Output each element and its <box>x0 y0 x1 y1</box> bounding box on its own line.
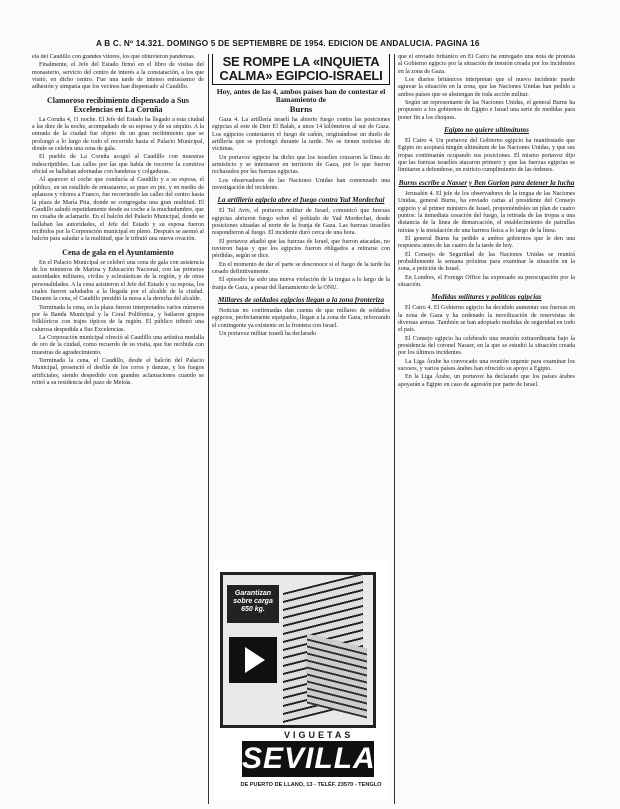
paragraph: Los diarios británicos interpretan que el nuevo incidente puede agravar la situación en la zona, que las Naciones Unidas han pedido a ambos países que se abstengan de toda acción militar. <box>398 77 575 98</box>
subheading: Burns escribe a Nasser y Ben Gurion para detener la lucha <box>398 178 575 187</box>
paragraph: En Londres, el Foreign Office ha expresado su preocupación por la situación. <box>398 274 575 288</box>
paragraph: Al aparecer el coche que conducía al Caudillo y a su esposa, el público, en un estallido de entusiasmo, se puso en pie, y en medio de aplausos y vítores a Franco, fue recorriendo las calles del centro hasta la plaza de María Pita, donde se congregaba una gran multitud. El Caudillo saludó repetidamente desde su coche a la muchedumbre, que no cesaba de aclamarle. En el balcón del Palacio Municipal, donde se hallaban las autoridades, el Jefe del Estado y su esposa fueron recibidos por la Corporación municipal en pleno. Después se asomó al balcón para saludar a la multitud, que le tributó una nueva ovación. <box>32 177 204 243</box>
subheading: La artillería egipcia abre el fuego contra Yad Mordechai <box>217 196 385 205</box>
ad-address: DE PUERTO DE LLANO, 13 - TELÉF. 23570 - TENGLO <box>240 782 382 788</box>
paragraph: Terminada la cena, en la plaza fueron interpretados varios números por la Banda Municipal y la Coral Polifónica, y bailaron grupos folklóricos con trajes típicos de la región. El público tributó una calurosa despedida a Sus Excelencias. <box>32 304 204 333</box>
subheading: Medidas militares y políticas egipcias <box>431 293 542 302</box>
deck-line: Burns <box>289 103 313 114</box>
paragraph: La Corporación municipal ofreció al Caudillo una artística medalla de oro de la ciudad, como recuerdo de su visita, que fue recibida con muestras de agradecimiento. <box>32 335 204 356</box>
paragraph: El episodio ha sido una nueva violación de la tregua a lo largo de la franja de Gaza, a pesar del llamamiento de la ONU. <box>212 277 390 291</box>
column-right <box>398 54 575 806</box>
paragraph: El Tel Aviv, el portavoz militar de Israel, comunicó que fuerzas egipcias abrieron fuego sobre el poblado de Yad Mordechai, desde posiciones situadas al norte de la franja de Gaza. Las fuerzas israelíes respondieron al fuego. El incidente duró cerca de una hora. <box>212 208 390 237</box>
paragraph: que el enviado británico en El Cairo ha entregado una nota de protesta al Gobierno egipcio por la situación de tensión creada por los incidentes en la zona de Gaza. <box>398 54 575 75</box>
paragraph: En la Liga Árabe, un portavoz ha declarado que los países árabes apoyarán a Egipto en caso de agresión por parte de Israel. <box>398 374 575 388</box>
column-left <box>32 54 204 806</box>
subheading: Clamoroso recibimiento dispensado a Sus Excelencias en La Coruña <box>47 95 189 114</box>
triangle-icon <box>229 637 277 683</box>
paragraph: Terminada la cena, el Caudillo, desde el balcón del Palacio Municipal, presenció el desfile de los coros y danzas, y los fuegos artificiales, siendo despedido con grandes aclamaciones cuando se retiró a su residencia del pazo de Meirás. <box>32 358 204 387</box>
subheading: Cena de gala en el Ayuntamiento <box>62 247 174 257</box>
paragraph: Jerusalén 4. El jefe de los observadores de la tregua de las Naciones Unidas, general Burns, ha enviado cartas al presidente del Consejo egipcio y al primer ministro de Israel, proponiéndoles un plan de cuatro puntos: la inmediata cesación del fuego, la retirada de las tropas a una distancia de la línea de demarcación, el establecimiento de patrullas mixtas y la instalación de una barrera física a lo largo de la línea. <box>398 190 575 234</box>
paragraph: La Liga Árabe ha convocado una reunión urgente para examinar los sucesos, y varios países árabes han ofrecido su apoyo a Egipto. <box>398 358 575 373</box>
paragraph: La Coruña 4, 11 noche. El Jefe del Estado ha llegado a esta ciudad a las diez de la noche, acompañado de su esposa y de su séquito. A la entrada de la ciudad fue objeto de un gran recibimiento que se prolongó a lo largo de todo el recorrido hasta el Palacio Municipal, donde se celebra una cena de gala. <box>32 116 204 153</box>
ad-illustration <box>220 572 376 728</box>
paragraph: Los observadores de las Naciones Unidas han comenzado una investigación del incidente. <box>212 177 390 191</box>
paragraph: El Cairo 4. Un portavoz del Gobierno egipcio ha manifestado que Egipto no aceptará ningún ultimátum de las Naciones Unidas, y que sus tropas continuarán ocupando sus posiciones. El mismo portavoz dijo que las fuerzas israelíes atacaron primero y que las fuerzas egipcias se limitaron a defenderse, en estricto cumplimiento de las órdenes. <box>398 138 575 174</box>
deck <box>212 88 390 114</box>
paragraph: Noticias no confirmadas dan cuenta de que millares de soldados egipcios, perfectamente equipados, llegan a la zona de Gaza, reforzando el contingente ya existente en la frontera con Israel. <box>212 308 390 329</box>
deck-line: Hoy, antes de las 4, ambos países han de contestar el llamamiento de <box>216 87 386 105</box>
column-rule <box>394 54 395 804</box>
paragraph: El Consejo egipcio ha celebrado una reunión extraordinaria bajo la presidencia del coronel Nasser, en la que se estudió la situación creada por los últimos incidentes. <box>398 335 575 357</box>
paragraph: En el momento de dar el parte se desconoce si el fuego de la tarde ha cesado definitivamente. <box>212 261 390 276</box>
building-graphic <box>307 634 367 719</box>
paragraph: Gaza 4. La artillería israelí ha abierto fuego contra las posiciones egipcias al este de Deir El Balah, a unos 14 kilómetros al sur de Gaza. Los egipcios contestaron el fuego de cañón, originándose un duelo de artillería que se prolongó durante la tarde. No se tienen noticias de víctimas. <box>212 116 390 153</box>
headline: SE ROMPE LA «INQUIETA CALMA» EGIPCIO-ISRAELI <box>212 54 390 85</box>
column-rule <box>208 54 209 804</box>
paragraph: Según un representante de las Naciones Unidas, el general Burns ha propuesto a los gobiernos de Egipto e Israel una serie de medidas para poner fin a los choques. <box>398 100 575 121</box>
paragraph: Un portavoz egipcio ha dicho que los israelíes cruzaron la línea de armisticio y se internaron en territorio de Gaza, por lo que fueron rechazados por las fuerzas egipcias. <box>212 154 390 176</box>
subheading: Egipto no quiere ultimátums <box>444 126 529 135</box>
subheading: Millares de soldados egipcios llegan a la zona fronteriza <box>217 296 385 305</box>
ad-brand: SEVILLA <box>242 742 376 775</box>
paragraph: Finalmente, el Jefe del Estado firmó en el libro de visitas del monasterio, servicio del centro de interés a la constatación, a los que visitó, en dicho centro. Fue una tarde de intenso entusiasmo de adhesión y simpatía que los vecinos han dispensado al Caudillo. <box>32 62 204 91</box>
paragraph: En el Palacio Municipal se celebró una cena de gala con asistencia de los ministros de Marina y Educación Nacional, con las primeras autoridades militares, civiles y eclesiásticas de la región, y de otras personalidades. A la cena asistieron el Jefe del Estado y su esposa, los cuales fueron saludados a la llegada por el alcalde de la ciudad. Durante la cena, el Caudillo presidió la mesa a la derecha del alcalde. <box>32 259 204 303</box>
paragraph: El Consejo de Seguridad de las Naciones Unidas se reunirá probablemente la semana próxima para examinar la situación en la zona, a petición de Israel. <box>398 251 575 273</box>
ad-badge: Garantizan sobre carga 650 kg. <box>227 585 279 623</box>
paragraph: El general Burns ha pedido a ambos gobiernos que le den una respuesta antes de las cuatro de la tarde de hoy. <box>398 235 575 250</box>
paragraph: El Cairo 4. El Gobierno egipcio ha decidido aumentar sus fuerzas en la zona de Gaza y ha ordenado la movilización de reservistas de diversas armas. También se han adoptado medidas de seguridad en todo el país. <box>398 305 575 334</box>
paragraph: El pueblo de La Coruña acogió al Caudillo con muestras indescriptibles. Las calles por las que había de recorrer la comitiva oficial se hallaban adornadas con banderas y colgaduras. <box>32 154 204 176</box>
paragraph: Un portavoz militar israelí ha declarado <box>219 331 316 338</box>
advertisement <box>214 560 388 800</box>
paragraph: El portavoz añadió que las fuerzas de Israel, que fueron atacadas, no tuvieron bajas y que los egipcios fueron obligados a retirarse con pérdidas, según se dice. <box>212 238 390 260</box>
masthead: A B C. Nº 14.321. DOMINGO 5 DE SEPTIEMBRE DE 1954. EDICION DE ANDALUCIA. PAGINA 16 <box>96 39 480 48</box>
ad-title: VIGUETAS <box>284 730 354 740</box>
paragraph: ela del Caudillo con grandes vítores, los que obtuvieron pandereas. <box>32 54 196 60</box>
